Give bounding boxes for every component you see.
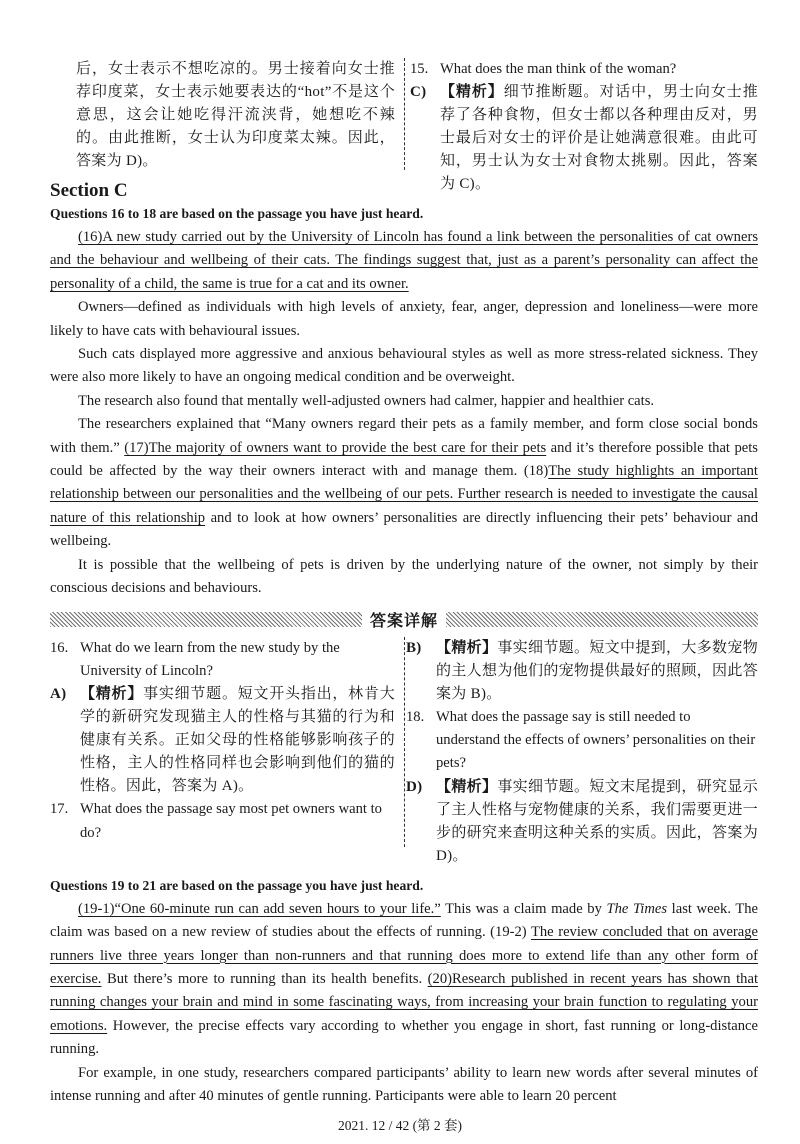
q17-question [50,798,395,845]
q14-analysis-continued: 后，女士表示不想吃凉的。男士接着向女士推荐印度菜，女士表示她要表达的“hot”不是这个意思，这会让她吃得汗流浃背，她想吃不辣的。由此推断，女士认为印度菜太辣。因此，答案为 D)。 [76,61,395,169]
q16-answer [50,683,395,798]
q16-letter: A) [50,686,67,703]
q15-question [410,58,758,81]
the-times-italic: The Times [606,900,668,917]
divider-hatch-right [446,612,758,627]
q15-analysis: 细节推断题。对话中，男士向女士推荐了各种食物，但女士都以各种理由反对，男士最后对女士的评价是让她满意很难。由此可知，男士认为女士对食物太挑剔。因此，答案为 C)。 [440,84,758,193]
q19-1-underlined: (19-1)“One 60-minute run can add seven hours to your life.” [78,900,441,917]
answer-divider [50,609,758,631]
passage2-paragraph1 [50,898,758,1062]
page-footer: 2021. 12 / 42 (第 2 套) [337,1118,463,1133]
top-right-column [406,58,758,193]
passage1-paragraph5 [50,413,758,553]
top-left-column [50,58,395,176]
q20-underlined: (20)Research published in recent years has shown that running changes your brain and mind in some fascinating ways, from increasing your brain function to regulating your emotions. [50,970,758,1034]
answers-section [50,637,758,868]
q16-analysis: 事实细节题。短文开头指出，林肯大学的新研究发现猫主人的性格与其猫的行为和健康有关系。正如父母的性格能够影响孩子的性格，主人的性格同样也会影响到他们的猫的性格。因此，答案为 A)。 [80,686,395,795]
q15-text: What does the man think of the woman? [440,61,677,77]
q18-text: What does the passage say is still needed to understand the effects of owners’ personalities on their pets? [436,708,756,772]
passage1-paragraph2: Owners—defined as individuals with high levels of anxiety, fear, anger, depression and loneliness—were more likely to have cats with behavioural issues. [50,299,758,339]
passage1-paragraph4: The research also found that mentally well-adjusted owners had calmer, happier and healthier cats. [78,392,655,409]
q18-analysis-block [436,776,758,868]
q18-letter: D) [406,778,423,795]
q16-text: What do we learn from the new study by the University of Lincoln? [80,639,340,679]
answers-left-column [50,637,395,868]
q18-analysis: 事实细节题。短文末尾提到，研究显示了主人性格与宠物健康的关系，我们需要更进一步的研究来查明这种关系的实质。因此，答案为 D)。 [436,778,758,864]
q15-tag: 【精析】 [440,84,504,101]
q16-question [50,637,395,684]
q17-number: 17. [50,801,69,818]
q18-number: 18. [406,708,425,725]
q18-underlined: The study highlights an important relationship between our personalities and the wellbeing of our pets. Further research is needed to investigate the causal nature of this relationship [50,463,758,526]
p2-text-c: But there’s more to running than its health benefits. [101,970,428,987]
section-c-title: Section C [50,180,128,201]
document-page [50,58,758,1108]
q17-analysis-block [436,637,758,706]
q16-number: 16. [50,639,69,656]
q17-answer [406,637,758,706]
answers-right-column [406,637,758,868]
divider-hatch-left [50,612,362,627]
q15-number: 15. [410,61,429,77]
p2-text-b: last week. The claim was based on a new review of studies about the effects of running. (19-2) [50,900,759,941]
q19-21-heading: Questions 19 to 21 are based on the passage you have just heard. [50,877,424,893]
q16-18-heading: Questions 16 to 18 are based on the passage you have just heard. [50,206,424,221]
q17-tag: 【精析】 [436,639,498,656]
q16-tag: 【精析】 [80,686,144,703]
q19-2-underlined: The review concluded that on average runners live three years longer than non-runners and that running does more to extend life than any other form of exercise. [50,924,759,987]
p2-text-d: However, the precise effects vary according to whether you engage in short, fast running or long-distance running. [50,1017,758,1058]
p5-text-a: The researchers explained that “Many owners regard their pets as a family member, and form close social bonds with them.” [50,416,758,456]
column-divider [404,58,405,170]
q16-analysis-block [80,683,395,798]
passage1-paragraph1 [50,226,758,296]
q17-letter: B) [406,639,422,656]
answers-column-divider [404,637,405,847]
divider-title: 答案详解 [370,613,439,630]
p2-text-a: This was a claim made by [440,900,607,917]
q17-text: What does the passage say most pet owners want to do? [80,801,382,841]
q17-analysis: 事实细节题。短文中提到，大多数宠物的主人想为他们的宠物提供最好的照顾，因此答案为 B)。 [436,639,758,702]
q18-question [406,706,758,776]
q15-analysis-block [440,81,758,196]
q17-underlined: (17)The majority of owners want to provide the best care for their pets [124,439,547,456]
passage2-paragraph2: For example, in one study, researchers compared participants’ ability to learn new words after several minutes of intense running and after 40 minutes of gentle running. Participants were able to learn 20 percent [50,1064,758,1104]
q18-answer [406,776,758,868]
p5-text-c: and to look at how owners’ personalities are directly influencing their pets’ behaviour and wellbeing. [50,509,758,550]
q15-letter: C) [410,84,427,101]
passage1-paragraph6: It is possible that the wellbeing of pets is driven by the underlying nature of the owner, not simply by their conscious decisions and behaviours. [50,556,758,597]
p5-text-b: and it’s therefore possible that pets could be affected by the way their owners interact with and manage them. (18) [50,439,758,480]
q16-underlined: (16)A new study carried out by the University of Lincoln has found a link between the personalities of cat owners and the behaviour and wellbeing of their cats. The findings suggest that, just as a parent’s personality can affect the personality of a child, the same is true for a cat and its owner. [50,229,758,292]
passage1-paragraph3: Such cats displayed more aggressive and anxious behavioural styles as well as more stress-related sickness. They were also more likely to have an ongoing medical condition and be overweight. [50,346,758,386]
q15-answer [410,81,758,196]
q18-tag: 【精析】 [436,778,498,795]
